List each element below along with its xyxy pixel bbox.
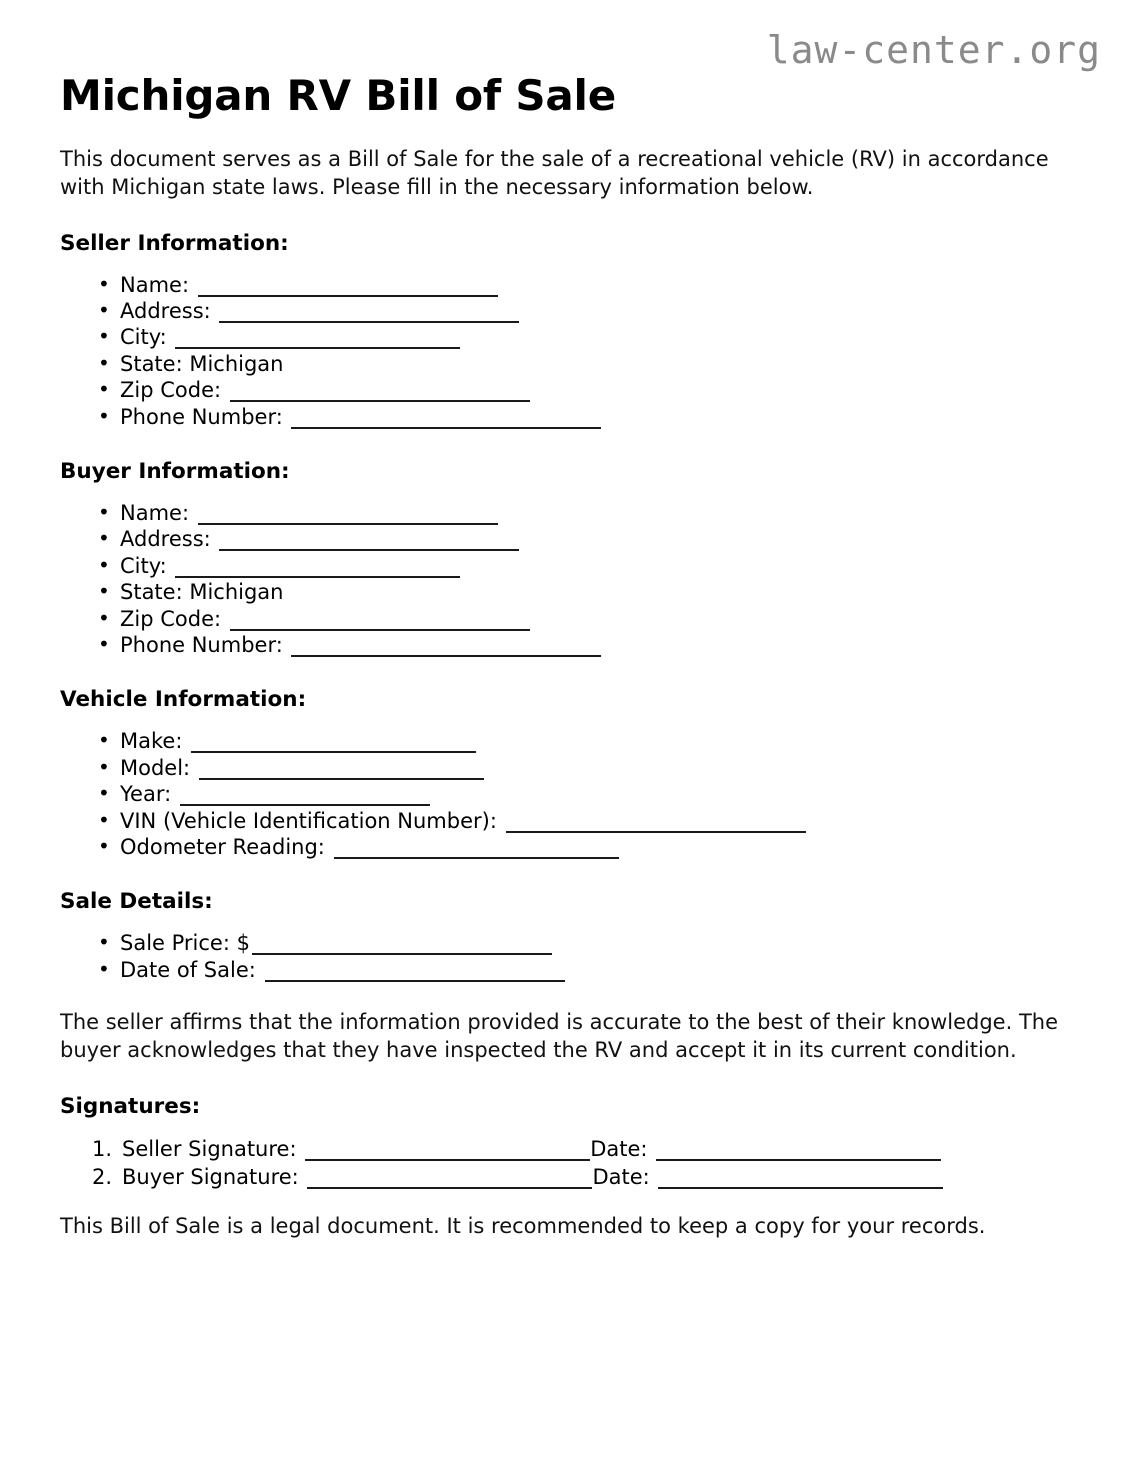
buyer-field-list xyxy=(60,500,1073,658)
fill-in-line[interactable] xyxy=(175,347,460,349)
seller-signature-line[interactable] xyxy=(305,1159,590,1161)
fill-in-line[interactable] xyxy=(230,400,530,402)
list-item xyxy=(98,755,1073,781)
fill-in-line[interactable] xyxy=(219,549,519,551)
list-item xyxy=(98,298,1073,324)
list-item xyxy=(98,324,1073,350)
site-watermark: law-center.org xyxy=(766,28,1101,72)
fill-in-line[interactable] xyxy=(199,778,484,780)
fill-in-line[interactable] xyxy=(180,804,430,806)
list-item xyxy=(98,579,1073,605)
field-label: Name: xyxy=(120,501,196,526)
list-item xyxy=(98,632,1073,658)
list-item xyxy=(98,526,1073,552)
list-item xyxy=(98,377,1073,403)
field-label: VIN (Vehicle Identification Number): xyxy=(120,808,504,833)
footer-paragraph: This Bill of Sale is a legal document. It is recommended to keep a copy for your records. xyxy=(60,1213,986,1238)
fill-in-line[interactable] xyxy=(291,427,601,429)
signature-list xyxy=(60,1135,1073,1191)
vehicle-section-heading: Vehicle Information: xyxy=(60,687,307,713)
field-label: Name: xyxy=(120,272,196,297)
list-item xyxy=(98,808,1073,834)
field-label: Sale Price: $ xyxy=(120,931,250,956)
page-title: Michigan RV Bill of Sale xyxy=(60,71,617,120)
list-item xyxy=(98,272,1073,298)
list-item xyxy=(92,1135,1073,1163)
buyer-section-heading: Buyer Information: xyxy=(60,459,290,485)
field-label: Make: xyxy=(120,729,190,754)
buyer-date-label: Date: xyxy=(592,1164,657,1189)
list-item xyxy=(98,553,1073,579)
seller-date-label: Date: xyxy=(590,1136,655,1161)
buyer-signature-line[interactable] xyxy=(307,1187,592,1189)
list-item xyxy=(92,1163,1073,1191)
field-label: Phone Number: xyxy=(120,404,290,429)
fill-in-line[interactable] xyxy=(219,321,519,323)
seller-date-line[interactable] xyxy=(656,1159,941,1161)
list-item xyxy=(98,606,1073,632)
field-label: Zip Code: xyxy=(120,606,228,631)
fill-in-line[interactable] xyxy=(175,576,460,578)
list-item xyxy=(98,500,1073,526)
list-item xyxy=(98,781,1073,807)
fill-in-line[interactable] xyxy=(191,751,476,753)
sale-details-section-heading: Sale Details: xyxy=(60,889,213,915)
fill-in-line[interactable] xyxy=(506,831,806,833)
list-item xyxy=(98,957,1073,983)
field-label: Year: xyxy=(120,782,178,807)
list-item xyxy=(98,834,1073,860)
fill-in-line[interactable] xyxy=(230,629,530,631)
fill-in-line[interactable] xyxy=(252,953,552,955)
fill-in-line[interactable] xyxy=(198,295,498,297)
list-item xyxy=(98,728,1073,754)
list-item xyxy=(98,351,1073,377)
seller-section-heading: Seller Information: xyxy=(60,230,289,256)
seller-field-list xyxy=(60,272,1073,430)
buyer-signature-label: Buyer Signature: xyxy=(122,1164,306,1189)
fill-in-line[interactable] xyxy=(265,980,565,982)
field-label: State: Michigan xyxy=(120,580,284,605)
list-item xyxy=(98,404,1073,430)
sale-details-field-list xyxy=(60,930,1073,983)
seller-signature-label: Seller Signature: xyxy=(122,1136,304,1161)
field-label: City: xyxy=(120,553,174,578)
fill-in-line[interactable] xyxy=(334,857,619,859)
field-label: Model: xyxy=(120,755,197,780)
field-label: Odometer Reading: xyxy=(120,835,332,860)
field-label: Phone Number: xyxy=(120,633,290,658)
field-label: City: xyxy=(120,325,174,350)
vehicle-field-list xyxy=(60,728,1073,860)
intro-paragraph: This document serves as a Bill of Sale for the sale of a recreational vehicle (RV) in accordance with Michigan state laws. Please fill in the necessary information below. xyxy=(60,147,1049,200)
buyer-date-line[interactable] xyxy=(658,1187,943,1189)
field-label: Address: xyxy=(120,527,218,552)
field-label: Address: xyxy=(120,299,218,324)
field-label: State: Michigan xyxy=(120,351,284,376)
affirmation-paragraph: The seller affirms that the information provided is accurate to the best of their knowledge. The buyer acknowledges that they have inspected the RV and accept it in its current condition. xyxy=(60,1010,1059,1062)
field-label: Zip Code: xyxy=(120,378,228,403)
fill-in-line[interactable] xyxy=(291,655,601,657)
list-item xyxy=(98,930,1073,956)
fill-in-line[interactable] xyxy=(198,523,498,525)
field-label: Date of Sale: xyxy=(120,957,263,982)
signatures-section-heading: Signatures: xyxy=(60,1093,201,1119)
